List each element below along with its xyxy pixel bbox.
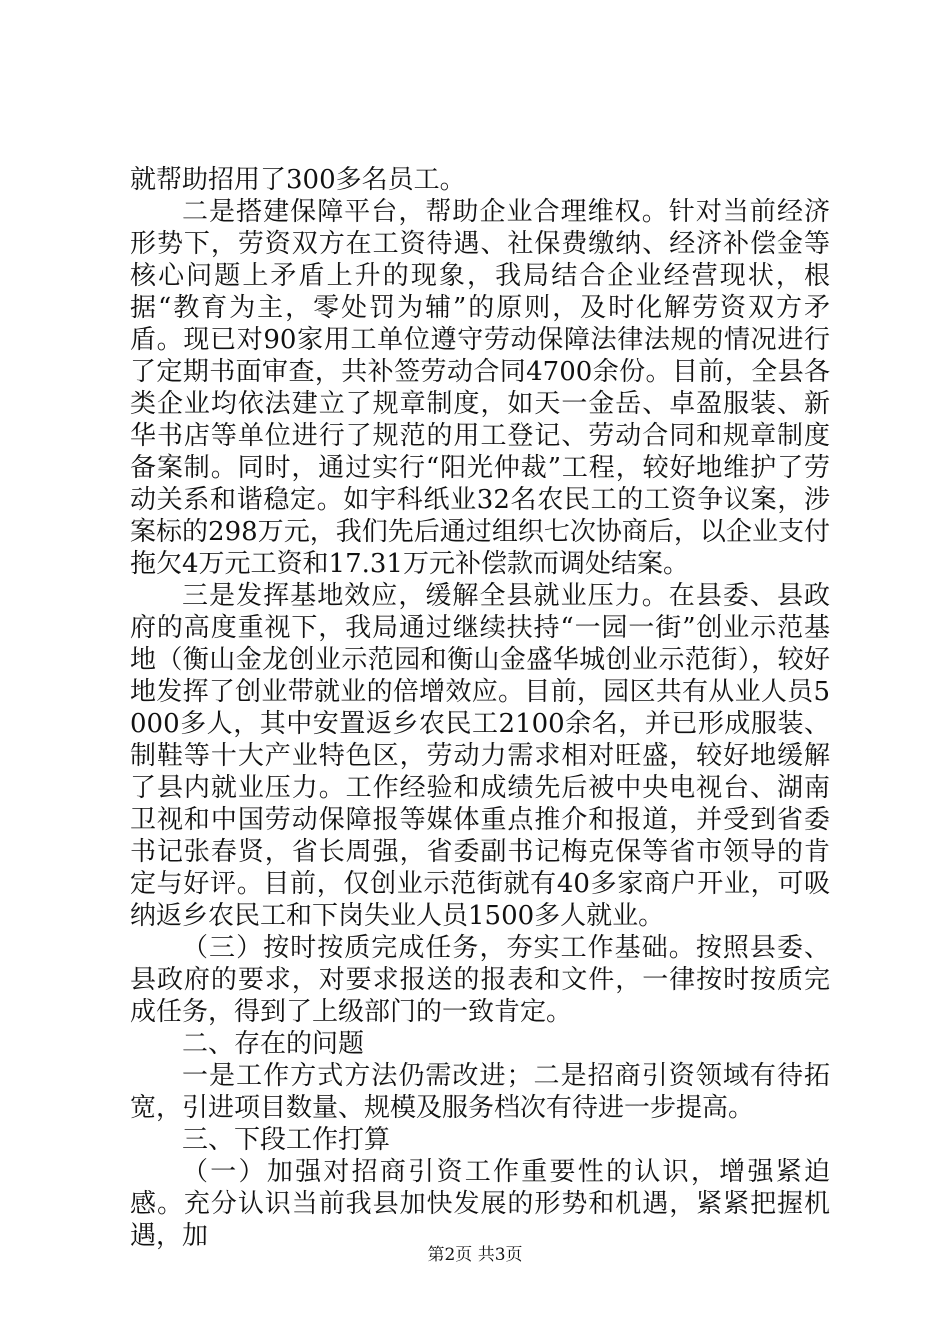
paragraph-protection-platform: 二是搭建保障平台，帮助企业合理维权。针对当前经济形势下，劳资双方在工资待遇、社保费缴纳、经济补偿金等核心问题上矛盾上升的现象，我局结合企业经营现状，根据“教育为主，零处罚为辅”的原则，及时化解劳资双方矛盾。现已对90家用工单位遵守劳动保障法律法规的情况进行了定期书面审查，共补签劳动合同4700余份。目前，全县各类企业均依法建立了规章制度，如天一金岳、卓盈服装、新华书店等单位进行了规范的用工登记、劳动合同和规章制度备案制。同时，通过实行“阳光仲裁”工程，较好地维护了劳动关系和谐稳定。如宇科纸业32名农民工的工资争议案，涉案标的298万元，我们先后通过组织七次协商后，以企业支付拖欠4万元工资和17.31万元补偿款而调处结案。: [130, 197, 830, 579]
section-heading-next-plan: 三、下段工作打算: [182, 1125, 391, 1155]
page-number-footer: 第2页 共3页: [427, 1245, 523, 1265]
paragraph-base-effect: 三是发挥基地效应，缓解全县就业压力。在县委、县政府的高度重视下，我局通过继续扶持“一园一街”创业示范基地（衡山金龙创业示范园和衡山金盛华城创业示范街），较好地发挥了创业带就业的倍增效应。目前，园区共有从业人员5000多人，其中安置返乡农民工2100余名，并已形成服装、制鞋等十大产业特色区，劳动力需求相对旺盛，较好地缓解了县内就业压力。工作经验和成绩先后被中央电视台、湖南卫视和中国劳动保障报等媒体重点推介和报道，并受到省委书记张春贤，省长周强，省委副书记梅克保等省市领导的肯定与好评。目前，仅创业示范街就有40多家商户开业，可吸纳返乡农民工和下岗失业人员1500多人就业。: [130, 581, 830, 931]
document-body: [130, 164, 830, 1252]
paragraph-continuation: 就帮助招用了300多名员工。: [130, 165, 466, 195]
paragraph-complete-tasks: （三）按时按质完成任务，夯实工作基础。按照县委、县政府的要求，对要求报送的报表和文件，一律按时按质完成任务，得到了上级部门的一致肯定。: [130, 933, 830, 1027]
paragraph-problems: 一是工作方式方法仍需改进；二是招商引资领域有待拓宽，引进项目数量、规模及服务档次有待进一步提高。: [130, 1061, 830, 1123]
section-heading-problems: 二、存在的问题: [182, 1029, 365, 1059]
paragraph-next-plan-1: （一）加强对招商引资工作重要性的认识，增强紧迫感。充分认识当前我县加快发展的形势和机遇，紧紧把握机遇，加: [130, 1157, 830, 1251]
